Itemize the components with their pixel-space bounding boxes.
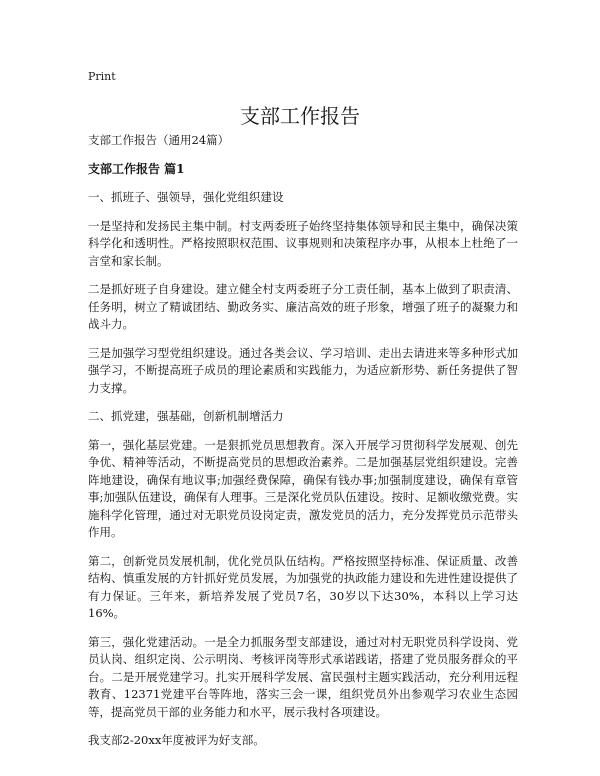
section-heading: 支部工作报告 篇1: [88, 161, 185, 176]
document-subtitle: 支部工作报告（通用24篇）: [88, 133, 230, 147]
paragraph: 二是抓好班子自身建设。建立健全村支两委班子分工责任制，基本上做到了职责清、任务明，树立了精诚团结、勤政务实、廉洁高效的班子形象，增强了班子的凝聚力和战斗力。: [88, 282, 518, 331]
paragraph: 一是坚持和发扬民主集中制。村支两委班子始终坚持集体领导和民主集中，确保决策科学化和透明性。严格按照职权范围、议事规则和决策程序办事，从根本上杜绝了一言堂和家长制。: [88, 218, 518, 268]
document-body: [88, 132, 518, 761]
paragraph: 我支部2-20xx年度被评为好支部。: [88, 733, 265, 747]
paragraph: 第一，强化基层党建。一是狠抓党员思想教育。深入开展学习贯彻科学发展观、创先争优、精神等活动，不断提高党员的思想政治素养。二是加强基层党组织建设。完善阵地建设，确保有地议事;加强经费保障，确保有钱办事;加强制度建设，确保有章管事;加强队伍建设，确保有人理事。三是深化党员队伍建设。按时、足额收缴党费。实施科学化管理，通过对无职党员设岗定责，激发党员的活力，充分发挥党员示范带头作用。: [88, 437, 518, 539]
print-link[interactable]: Print: [88, 70, 116, 83]
paragraph: 第二，创新党员发展机制，优化党员队伍结构。严格按照坚持标准、保证质量、改善结构、慎重发展的方针抓好党员发展，为加强党的执政能力建设和先进性建设提供了有力保证。三年来，新培养发展了党员7名，30岁以下达30%，本科以上学习达16%。: [88, 553, 518, 620]
paragraph: 一、抓班子、强领导，强化党组织建设: [88, 190, 284, 204]
document-title: 支部工作报告: [240, 104, 360, 128]
paragraph: 二、抓党建，强基础，创新机制增活力: [88, 409, 284, 423]
paragraph: 第三，强化党建活动。一是全力抓服务型支部建设，通过对村无职党员科学设岗、党员认岗、组织定岗、公示明岗、考核评岗等形式承诺践诺，搭建了党员服务群众的平台。二是开展党建学习。扎实开展科学发展、富民强村主题实践活动，充分利用远程教育、12371党建平台等阵地，落实三会一课，组织党员外出参观学习农业生态园等，提高党员干部的业务能力和水平，展示我村各项建设。: [88, 634, 518, 719]
paragraph: 三是加强学习型党组织建设。通过各类会议、学习培训、走出去请进来等多种形式加强学习，不断提高班子成员的理论素质和实践能力，为适应新形势、新任务提供了智力支撑。: [88, 345, 518, 395]
